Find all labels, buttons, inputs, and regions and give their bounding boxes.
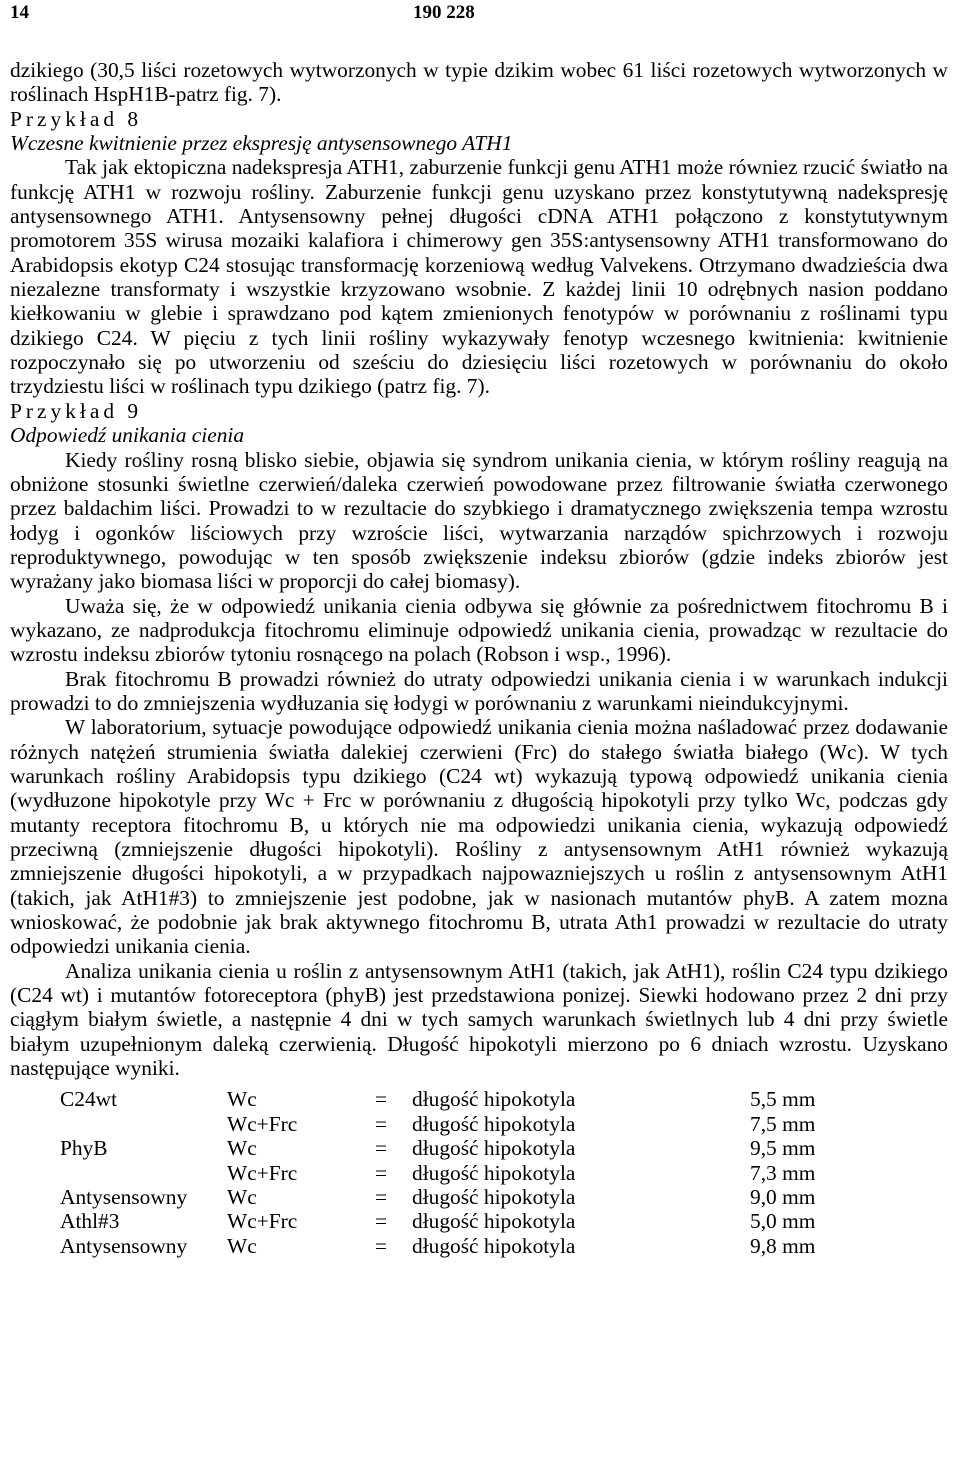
plant-line: PhyB — [60, 1136, 108, 1161]
example-9-paragraph: Analiza unikania cienia u roślin z antysensownym AtH1 (takich, jak AtH1), roślin C24 typu dzikiego (C24 wt) i mutantów fotoreceptora (phyB) jest przedstawiona ponizej. Siewki hodowano przez 2 dni przy ciągłym białym świetle, a następnie 4 dni w tych samych warunkach świetlnych lub 4 dni przy świetle białym uzupełnionym daleką czerwienią. Długość hipokotyli mierzono po 6 dniach wzrostu. Uzyskano następujące wyniki. — [10, 958, 948, 1081]
plant-line: C24wt — [60, 1087, 118, 1112]
table-row — [60, 1209, 870, 1233]
light-condition: Wc+Frc — [227, 1111, 298, 1136]
measurement-value: 5,0 mm — [750, 1209, 816, 1234]
equals-sign: = — [375, 1136, 388, 1161]
example-8-title: Wczesne kwitnienie przez ekspresję antysensownego ATH1 — [10, 131, 513, 156]
equals-sign: = — [375, 1087, 388, 1112]
table-row — [60, 1185, 870, 1209]
example-9-paragraph: Uważa się, że w odpowiedź unikania cienia odbywa się głównie za pośrednictwem fitochromu B i wykazano, ze nadprodukcja fitochromu eliminuje odpowiedź unikania cienia, prowadząc w rezultacie do wzrostu indeksu zbiorów tytoniu rosnącego na polach (Robson i wsp., 1996). — [10, 593, 948, 667]
measurement-label: długość hipokotyla — [412, 1233, 576, 1258]
equals-sign: = — [375, 1160, 388, 1185]
plant-line — [60, 1112, 227, 1136]
table-row — [60, 1136, 870, 1160]
example-9-paragraph: W laboratorium, sytuacje powodujące odpowiedź unikania cienia można naśladować przez dodawanie różnych natężeń strumienia światła dalekiej czerwieni (Frc) do stałego światła białego (Wc). W tych warunkach rośliny Arabidopsis typu dzikiego (C24 wt) wykazują typową odpowiedź unikania cienia (wydłuzone hipokotyle przy Wc + Frc w porównaniu z długością hipokotyli przy tylko Wc, podczas gdy mutanty receptora fitochromu B, u których nie ma odpowiedzi unikania cienia, wykazują odpowiedź przeciwną (zmniejszenie długości hipokotyli). Rośliny z antysensownym AtH1 również wykazują zmniejszenie długości hipokotyli, a w przypadkach najpowazniejszych u roślin z antysensownym AtH1 (takich, jak AtH1#3) to zmniejszenie jest podobne, jak w nasionach mutantów phyB. A zatem mozna wnioskować, że podobnie jak brak aktywnego fitochromu B, utrata Ath1 prowadzi w rezultacie do utraty odpowiedzi unikania cienia. — [10, 715, 948, 959]
measurement-value: 7,5 mm — [750, 1111, 816, 1136]
table-row — [60, 1161, 870, 1185]
equals-sign: = — [375, 1111, 388, 1136]
example-8-heading: Przykład 8 — [10, 106, 143, 131]
results-table — [60, 1087, 870, 1258]
example-9-paragraph: Brak fitochromu B prowadzi również do utraty odpowiedzi unikania cienia i w warunkach indukcji prowadzi to do zmniejszenia wydłuzania się łodygi w porównaniu z warunkami nieindukcyjnymi. — [10, 666, 948, 715]
table-row — [60, 1087, 870, 1111]
example-9-paragraph: Kiedy rośliny rosną blisko siebie, objawia się syndrom unikania cienia, w którym rośliny reagują na obniżone stosunki świetlne czerwień/daleka czerwień powodowane przez filtrowanie światła czerwonego przez baldachim liści. Prowadzi to w rezultacie do szybkiego i dramatycznego zwiększenia tempa wzrostu łodyg i ogonków liściowych przy wzroście liści, wytwarzania narządów spichrzowych i rozwoju reproduktywnego, powodując w ten sposób zwiększenie indeksu zbiorów (gdzie indeks zbiorów jest wyrażany jako biomasa liści w proporcji do całej biomasy). — [10, 447, 948, 594]
measurement-label: długość hipokotyla — [412, 1209, 576, 1234]
page-header — [10, 0, 948, 40]
equals-sign: = — [375, 1209, 388, 1234]
measurement-label: długość hipokotyla — [412, 1185, 576, 1210]
table-row — [60, 1112, 870, 1136]
plant-line: Antysensowny — [60, 1185, 188, 1210]
light-condition: Wc+Frc — [227, 1160, 298, 1185]
equals-sign: = — [375, 1233, 388, 1258]
measurement-label: długość hipokotyla — [412, 1087, 576, 1112]
page-number: 14 — [10, 2, 29, 23]
body-text — [10, 58, 948, 1258]
light-condition: Wc — [227, 1087, 257, 1112]
example-9-title: Odpowiedź unikania cienia — [10, 423, 245, 448]
equals-sign: = — [375, 1185, 388, 1210]
measurement-label: długość hipokotyla — [412, 1111, 576, 1136]
measurement-value: 9,8 mm — [750, 1233, 816, 1258]
table-row — [60, 1234, 870, 1258]
document-page — [10, 0, 948, 1258]
plant-line: Antysensowny — [60, 1233, 188, 1258]
example-9-heading: Przykład 9 — [10, 398, 143, 423]
light-condition: Wc — [227, 1233, 257, 1258]
measurement-value: 7,3 mm — [750, 1160, 816, 1185]
light-condition: Wc — [227, 1185, 257, 1210]
measurement-value: 9,5 mm — [750, 1136, 816, 1161]
light-condition: Wc — [227, 1136, 257, 1161]
example-8-paragraph: Tak jak ektopiczna nadekspresja ATH1, zaburzenie funkcji genu ATH1 może równiez rzucić światło na funkcję ATH1 w rozwoju rośliny. Zaburzenie funkcji genu uzyskano przez konstytutywną nadekspresję antysensownego ATH1. Antysensowny pełnej długości cDNA ATH1 połączono z konstytutywnym promotorem 35S wirusa mozaiki kalafiora i chimerowy gen 35S:antysensowny ATH1 transformowano do Arabidopsis ekotyp C24 stosując transformację korzeniową według Valvekens. Otrzymano dwadzieścia dwa niezalezne transformaty i wszystkie krzyzowano wsobnie. Z każdej linii 10 odrębnych nasion poddano kiełkowaniu w glebie i sprawdzano pod kątem zmienionych fenotypów w porównaniu z roślinami typu dzikiego C24. W pięciu z tych linii rośliny wykazywały fenotyp wczesnego kwitnienia: kwitnienie rozpoczynało się po utworzeniu od sześciu do dziesięciu liści rozetowych w porównaniu do około trzydziestu liści w roślinach typu dzikiego (patrz fig. 7). — [10, 155, 948, 399]
plant-line — [60, 1161, 227, 1185]
plant-line: Athl#3 — [60, 1209, 120, 1234]
measurement-label: długość hipokotyla — [412, 1160, 576, 1185]
paragraph-continuation: dzikiego (30,5 liści rozetowych wytworzonych w typie dzikim wobec 61 liści rozetowych wytworzonych w roślinach HspH1B-patrz fig. 7). — [10, 58, 948, 107]
measurement-value: 9,0 mm — [750, 1185, 816, 1210]
measurement-value: 5,5 mm — [750, 1087, 816, 1112]
light-condition: Wc+Frc — [227, 1209, 298, 1234]
document-number: 190 228 — [413, 2, 475, 23]
measurement-label: długość hipokotyla — [412, 1136, 576, 1161]
